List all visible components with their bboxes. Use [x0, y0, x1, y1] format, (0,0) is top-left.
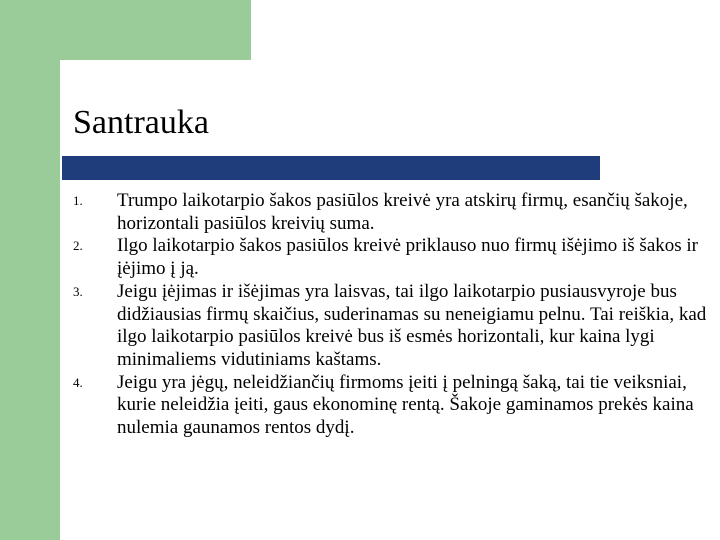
- summary-item-3: [73, 281, 713, 372]
- list-number: 1.: [73, 193, 83, 208]
- list-number: 4.: [73, 374, 83, 390]
- slide-title: Santrauka: [73, 104, 209, 141]
- green-left-decoration: [0, 0, 60, 540]
- list-item-text: Trumpo laikotarpio šakos pasiūlos kreivė yra atskirų firmų, esančių šakoje, horizontali pasiūlos kreivių suma.: [117, 190, 688, 234]
- summary-list: [73, 190, 713, 440]
- list-item-text: Ilgo laikotarpio šakos pasiūlos kreivė priklauso nuo firmų išėjimo iš šakos ir įėjimo į ją.: [117, 235, 699, 280]
- list-number: 2.: [73, 238, 83, 254]
- list-number: 3.: [73, 283, 83, 299]
- list-item-text: Jeigu įėjimas ir išėjimas yra laisvas, tai ilgo laikotarpio pusiausvyroje bus didžiausias firmų skaičius, suderinamas su neneigiamu pelnu. Tai reiškia, kad ilgo laikotarpio pasiūlos kreivė bus iš esmės horizontali, kur kaina lygi minimaliems vidutiniams kaštams.: [117, 280, 707, 370]
- title-underline-bar: [62, 156, 600, 180]
- summary-item-1: [73, 190, 713, 235]
- list-item-text: Jeigu yra jėgų, neleidžiančių firmoms įeiti į pelningą šaką, tai tie veiksniai, kurie neleidžia įeiti, gaus ekonominę rentą. Šakoje gaminamos prekės kaina nulemia gaunamos rentos dydį.: [117, 371, 694, 439]
- summary-item-2: [73, 235, 713, 280]
- summary-item-4: [73, 372, 713, 440]
